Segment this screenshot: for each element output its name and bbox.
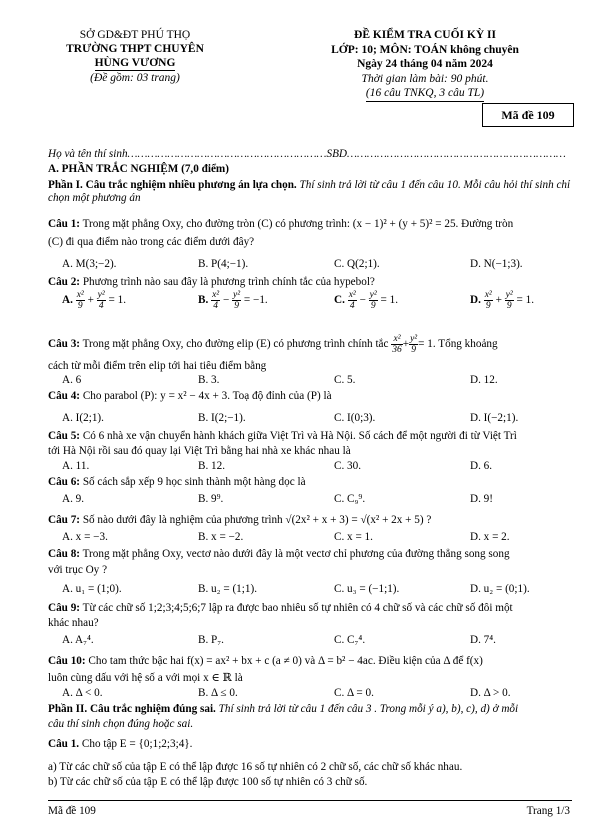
question-4-options: [62, 412, 562, 426]
question-label: Câu 5:: [48, 430, 81, 442]
question-label: Câu 8:: [48, 548, 81, 560]
question-label: Câu 4:: [48, 390, 81, 402]
question-text: Từ các chữ số 1;2;3;4;5;6;7 lập ra được bao nhiêu số tự nhiên có 4 chữ số và các chữ số đôi một: [80, 602, 513, 614]
student-info-line: Họ và tên thí sinh……………………………………………………SBD…………………………………………………………: [48, 148, 566, 160]
option-d[interactable]: D. 7⁴.: [470, 634, 496, 646]
school-name-line1: TRƯỜNG THPT CHUYÊN: [66, 43, 204, 55]
question-9: [48, 602, 572, 615]
option-a[interactable]: A. u₁ = (1;0).: [62, 583, 122, 595]
question-10: [48, 655, 572, 668]
question-8-options: [62, 583, 562, 597]
question-10-cont: luôn cùng dấu với hệ số a với mọi x ∈ ℝ là: [48, 672, 243, 684]
part1-heading: [48, 179, 572, 205]
question-10-options: [62, 687, 562, 701]
option-c[interactable]: C. Δ = 0.: [334, 687, 374, 699]
question-7: [48, 514, 572, 527]
question-label: Câu 6:: [48, 476, 81, 488]
question-3: Câu 3: Trong mặt phẳng Oxy, cho đường elip (E) có phương trình chính tắc $\frac{\text{x²}}{36}$ + $\frac{\text{y²}}{9}$ = 1. Tổng khoảng: [48, 334, 498, 355]
part1-instructions: Thí sinh trả lời từ câu 1 đến câu 10. Mỗi câu hỏi thí sinh chỉ chọn một phương án: [48, 179, 571, 204]
question-label: Câu 1:: [48, 218, 81, 230]
option-b[interactable]: B. P₇.: [198, 634, 224, 646]
question-label: Câu 3:: [48, 338, 81, 351]
question-2: [48, 276, 572, 289]
option-a[interactable]: A. 11.: [62, 460, 90, 472]
option-b[interactable]: B. 3.: [198, 374, 220, 386]
option-b[interactable]: B. u₂ = (1;1).: [198, 583, 257, 595]
part2-instructions-cont: câu thí sinh chọn đúng hoặc sai.: [48, 718, 194, 730]
exam-title: ĐỀ KIỂM TRA CUỐI KỲ II: [354, 29, 496, 41]
footer-exam-code: Mã đề 109: [48, 805, 96, 817]
question-1-cont: (C) đi qua điểm nào trong các điểm dưới đây?: [48, 236, 255, 248]
option-b[interactable]: B. I(2;−1).: [198, 412, 246, 424]
option-c[interactable]: C. C₉⁹.: [334, 493, 366, 505]
option-a[interactable]: A. 9.: [62, 493, 85, 505]
question-1: [48, 218, 572, 231]
question-5-options: [62, 460, 562, 474]
option-a[interactable]: A. A₇⁴.: [62, 634, 94, 646]
question-5-cont: tới Hà Nội rồi sau đó quay lại Việt Trì bằng hai nhà xe khác nhau là: [48, 445, 351, 457]
exam-time: Thời gian làm bài: 90 phút.: [361, 72, 489, 85]
school-name-line2: HÙNG VƯƠNG: [94, 57, 176, 69]
question-3-options: [62, 374, 562, 388]
option-a[interactable]: A. M(3;−2).: [62, 258, 117, 270]
question-9-cont: khác nhau?: [48, 617, 99, 629]
option-c[interactable]: C. Q(2;1).: [334, 258, 380, 270]
question-text: Số nào dưới đây là nghiệm của phương trình √(2x² + x + 3) = √(x² + 2x + 5) ?: [80, 514, 432, 526]
question-text: Cho tam thức bậc hai f(x) = ax² + bx + c (a ≠ 0) và Δ = b² − 4ac. Điều kiện của Δ để f(x): [85, 655, 483, 667]
question-4: [48, 390, 572, 403]
question-label: Câu 9:: [48, 602, 81, 614]
header-right: [300, 28, 550, 102]
option-a[interactable]: A. $\frac{\text{x²}}{9}$ + $\frac{\text{y²}}{4}$ = 1.: [62, 290, 127, 311]
question-6: [48, 476, 572, 489]
option-b[interactable]: B. $\frac{\text{x²}}{4}$ − $\frac{\text{y²}}{9}$ = −1.: [198, 290, 268, 311]
question-label: Câu 2:: [48, 276, 81, 288]
footer-page-number: Trang 1/3: [526, 805, 570, 817]
question-6-options: [62, 493, 562, 507]
question-8-cont: với trục Oy ?: [48, 564, 108, 576]
question-text: Cho tập E = {0;1;2;3;4}.: [79, 738, 193, 750]
question-text: Trong mặt phẳng Oxy, cho đường tròn (C) có phương trình: (x − 1)² + (y + 5)² = 25. Đường tròn: [80, 218, 514, 230]
option-c[interactable]: C. 30.: [334, 460, 362, 472]
part2-question-1: [48, 738, 572, 751]
option-b[interactable]: B. P(4;−1).: [198, 258, 249, 270]
option-b[interactable]: B. 9⁹.: [198, 493, 224, 505]
exam-date: Ngày 24 tháng 04 năm 2024: [357, 58, 493, 70]
header-left: [50, 28, 220, 85]
question-label: Câu 1.: [48, 738, 80, 750]
option-b[interactable]: B. 12.: [198, 460, 226, 472]
footer-divider: [48, 800, 572, 801]
question-3-cont: cách từ mỗi điểm trên elip tới hai tiêu điểm bằng: [48, 360, 267, 372]
option-c[interactable]: C. u₃ = (−1;1).: [334, 583, 400, 595]
option-a[interactable]: A. I(2;1).: [62, 412, 104, 424]
option-d[interactable]: D. Δ > 0.: [470, 687, 511, 699]
option-c[interactable]: C. x = 1.: [334, 531, 373, 543]
section-a-title: A. PHẦN TRẮC NGHIỆM (7,0 điểm): [48, 163, 229, 175]
option-d[interactable]: D. 6.: [470, 460, 493, 472]
part2-heading: [48, 703, 572, 716]
option-b[interactable]: B. Δ ≤ 0.: [198, 687, 238, 699]
option-d[interactable]: D. N(−1;3).: [470, 258, 523, 270]
exam-structure: (16 câu TNKQ, 3 câu TL): [366, 86, 484, 102]
question-2-options: [62, 290, 562, 320]
option-c[interactable]: C. C₇⁴.: [334, 634, 366, 646]
part2-title: Phần II. Câu trắc nghiệm đúng sai.: [48, 703, 216, 715]
department-name: SỞ GD&ĐT PHÚ THỌ: [79, 29, 191, 41]
question-text: Phương trình nào sau đây là phương trình chính tắc của hypebol?: [80, 276, 375, 288]
part2-instructions: Thí sinh trả lời từ câu 1 đến câu 3 . Trong mỗi ý a), b), c), d) ở mỗi: [215, 703, 519, 715]
option-a[interactable]: A. Δ < 0.: [62, 687, 103, 699]
statement-b: b) Từ các chữ số của tập E có thể lập được 100 số tự nhiên có 3 chữ số.: [48, 776, 368, 788]
option-a[interactable]: A. x = −3.: [62, 531, 108, 543]
question-text: Có 6 nhà xe vận chuyển hành khách giữa Việt Trì và Hà Nội. Số cách để một người đi từ Việt Trì: [80, 430, 517, 442]
class-subject: LỚP: 10; MÔN: TOÁN không chuyên: [331, 43, 519, 56]
question-label: Câu 7:: [48, 514, 81, 526]
question-text: Số cách sắp xếp 9 học sinh thành một hàng dọc là: [80, 476, 306, 488]
option-d[interactable]: D. 12.: [470, 374, 498, 386]
question-text: Trong mặt phẳng Oxy, cho đường elip (E) có phương trình chính tắc: [80, 338, 389, 351]
option-d[interactable]: D. x = 2.: [470, 531, 510, 543]
question-8: [48, 548, 572, 561]
statement-a: a) Từ các chữ số của tập E có thể lập được 16 số tự nhiên có 2 chữ số, các chữ số khác nhau.: [48, 761, 463, 773]
question-label: Câu 10:: [48, 655, 86, 667]
option-c[interactable]: C. I(0;3).: [334, 412, 376, 424]
exam-code-box: Mã đề 109: [482, 103, 574, 127]
option-d[interactable]: D. $\frac{\text{x²}}{9}$ + $\frac{\text{y²}}{9}$ = 1.: [470, 290, 535, 311]
option-c[interactable]: C. $\frac{\text{x²}}{4}$ − $\frac{\text{y²}}{9}$ = 1.: [334, 290, 399, 311]
question-9-options: [62, 634, 562, 648]
option-d[interactable]: D. 9!: [470, 493, 493, 505]
page-count: (Đề gồm: 03 trang): [90, 72, 180, 84]
question-5: [48, 430, 572, 443]
option-b[interactable]: B. x = −2.: [198, 531, 244, 543]
option-d[interactable]: D. u₂ = (0;1).: [470, 583, 530, 595]
question-1-options: [62, 258, 562, 272]
option-d[interactable]: D. I(−2;1).: [470, 412, 519, 424]
question-text: Cho parabol (P): y = x² − 4x + 3. Toạ độ đỉnh của (P) là: [80, 390, 332, 402]
part1-title: Phần I. Câu trắc nghiệm nhiều phương án lựa chọn.: [48, 179, 297, 191]
question-7-options: [62, 531, 562, 545]
option-a[interactable]: A. 6: [62, 374, 82, 386]
option-c[interactable]: C. 5.: [334, 374, 356, 386]
question-text: Trong mặt phẳng Oxy, vectơ nào dưới đây là một vectơ chỉ phương của đường thẳng song song: [80, 548, 510, 560]
